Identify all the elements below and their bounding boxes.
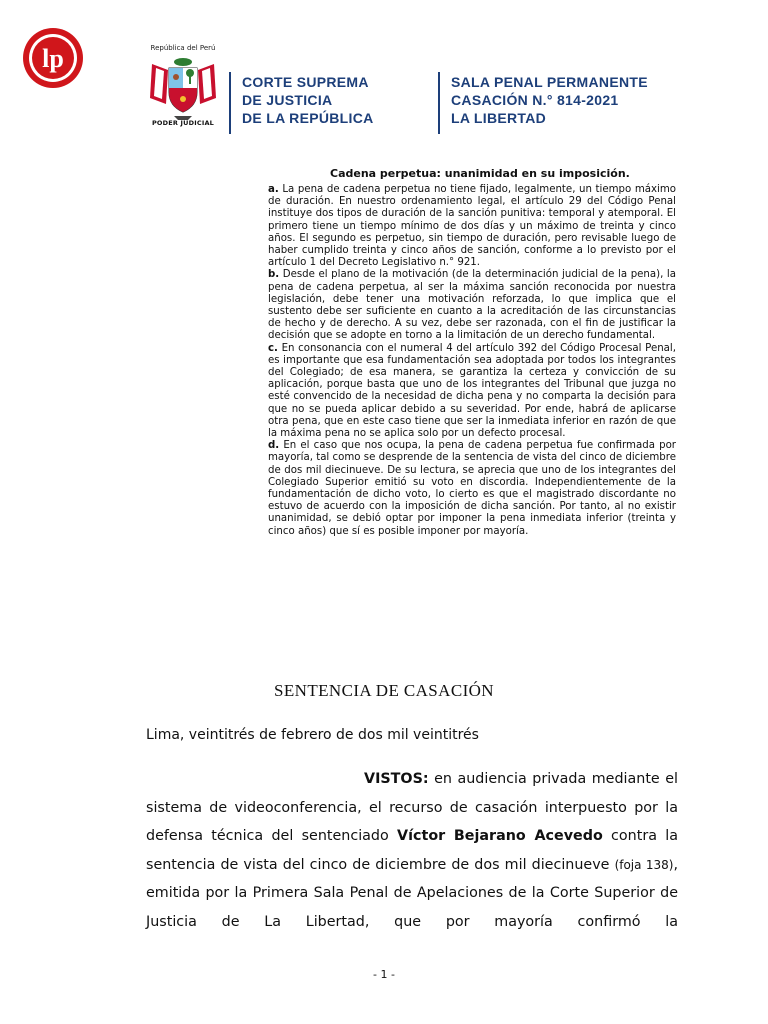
header-divider-right — [438, 72, 440, 134]
court-name — [242, 73, 374, 127]
body-text-part-2: contra la sentencia de vista del cinco de diciembre de dos mil diecinueve — [146, 828, 678, 873]
summary-letter: c. — [268, 342, 278, 354]
body-text-part-3: , emitida por la Primera Sala Penal de Apelaciones de la Corte Superior de Justicia de La Libertad, que por mayoría confirmó la — [146, 856, 678, 930]
sentence-title: SENTENCIA DE CASACIÓN — [274, 681, 494, 700]
body-text-part-1: en audiencia privada mediante el sistema de videoconferencia, el recurso de casación interpuesto por la defensa técnica del sentenciado — [146, 771, 678, 845]
summary-letter: b. — [268, 269, 280, 281]
vistos-label: VISTOS: — [364, 771, 429, 787]
summary-text: Desde el plano de la motivación (de la determinación judicial de la pena), la pena de cadena perpetua, al ser la máxima sanción reconocida por nuestra legislación, debe tener una motivación reforzada, lo que implica que el sustento debe ser suficiente en cuanto a la acreditación de las circunstancias de hecho y de derecho. A su vez, debe ser razonada, con el fin de justificar la decisión que se adopte en torno a la limitación de un derecho fundamental. — [268, 269, 676, 342]
chamber-name: SALA PENAL PERMANENTE — [451, 74, 648, 90]
body-paragraph — [146, 765, 678, 937]
summary-paragraph-b — [268, 269, 676, 342]
summary-paragraph-a — [268, 184, 676, 269]
defendant-name: Víctor Bejarano Acevedo — [397, 828, 603, 845]
header-divider-left — [229, 72, 231, 134]
case-number: CASACIÓN N.° 814-2021 — [451, 92, 619, 108]
lp-logo — [22, 27, 84, 89]
lp-logo-text: lp — [42, 44, 64, 73]
coat-caption-top: República del Perú — [150, 44, 216, 52]
summary-paragraph-d — [268, 440, 676, 538]
court-name-line-3: DE LA REPÚBLICA — [242, 110, 374, 126]
court-name-line-1: CORTE SUPREMA — [242, 74, 369, 90]
summary-title: Cadena perpetua: unanimidad en su imposición. — [330, 167, 630, 180]
page-number: - 1 - — [373, 968, 395, 981]
date-line: Lima, veintitrés de febrero de dos mil veintitrés — [146, 727, 479, 743]
summary-paragraph-c — [268, 343, 676, 441]
summary-text: En el caso que nos ocupa, la pena de cadena perpetua fue confirmada por mayoría, tal como se desprende de la sentencia de vista del cinco de diciembre de dos mil diecinueve. De su lectura, se aprecia que uno de los integrantes del Colegiado Superior emitió su voto en discordia. Independientemente de la fundamentación de dicho voto, lo cierto es que el magistrado discordante no estuvo de acuerdo con la imposición de dicha sanción. Por tanto, al no existir unanimidad, se debió optar por imponer la pena inmediata inferior (treinta y cinco años) que sí es posible imponer por mayoría. — [268, 440, 676, 537]
summary-body — [268, 184, 676, 538]
summary-letter: d. — [268, 440, 280, 452]
court-name-line-2: DE JUSTICIA — [242, 92, 333, 108]
summary-text: La pena de cadena perpetua no tiene fijado, legalmente, un tiempo máximo de duración. En nuestro ordenamiento legal, el artículo 29 del Código Penal instituye dos tipos de duración de la sanción punitiva: temporal y atemporal. El primero tiene un tiempo mínimo de dos días y un máximo de treinta y cinco años. El segundo es perpetuo, sin tiempo de duración, pero revisable luego de haber cumplido treinta y cinco años de sanción, conforme a lo previsto por el artículo 1 del Decreto Legislativo n.° 921. — [268, 184, 676, 269]
case-info — [451, 73, 648, 127]
foja-reference: (foja 138) — [614, 857, 674, 872]
case-region: LA LIBERTAD — [451, 110, 547, 126]
coat-caption-bottom: PODER JUDICIAL — [151, 119, 215, 127]
summary-letter: a. — [268, 184, 279, 195]
summary-text: En consonancia con el numeral 4 del artículo 392 del Código Procesal Penal, es importante que esa fundamentación sea adoptada por todos los integrantes del Colegiado; de esa manera, se garantiza la certeza y convicción de su aplicación, porque basta que uno de los integrantes del Tribunal que juzga no esté convencido de la necesidad de dicha pena y no comparta la decisión para que no se pueda aplicar debido a su severidad. Por ende, habrá de aplicarse otra pena, que en este caso tiene que ser la inmediata inferior en razón de que la máxima pena no se aplica solo por un defecto procesal. — [268, 342, 676, 440]
